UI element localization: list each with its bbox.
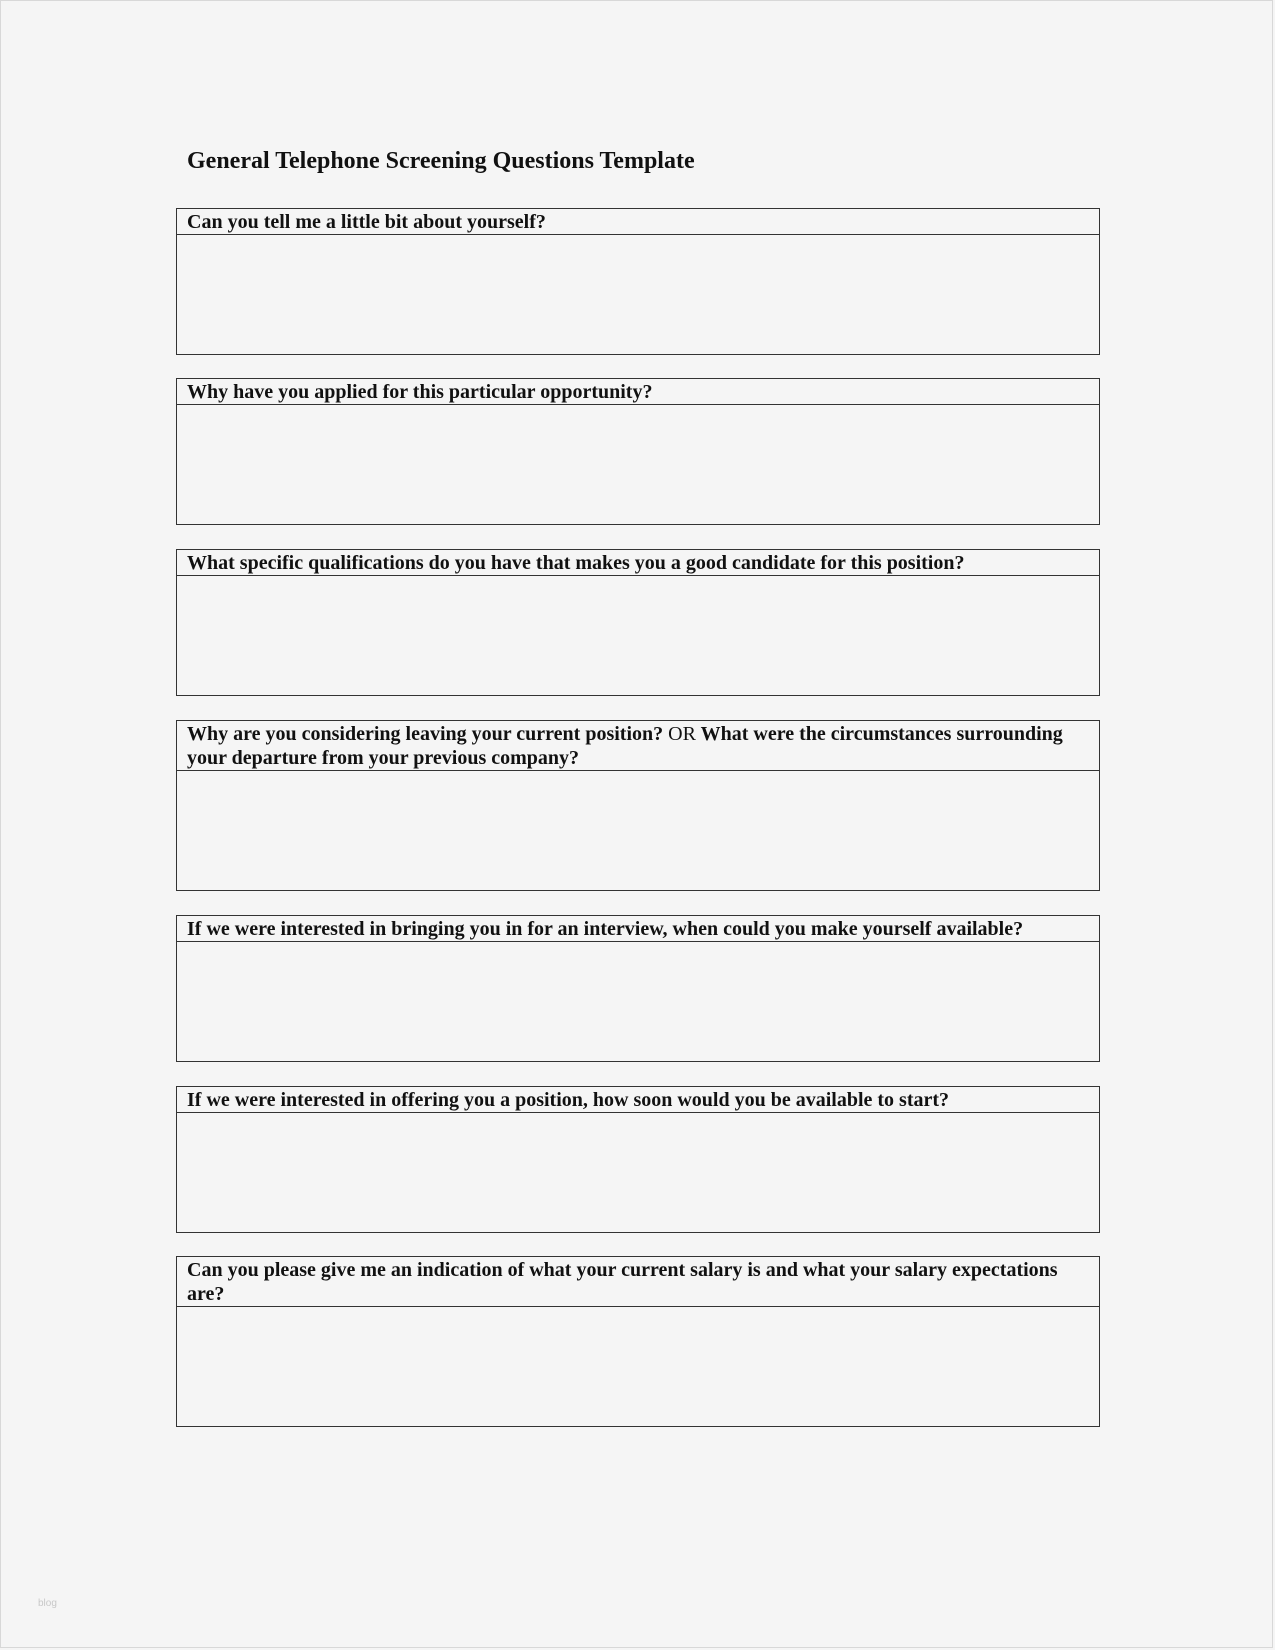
question-label: Can you please give me an indication of what your current salary is and what your salary expectations are?	[177, 1257, 1099, 1307]
question-box-3	[176, 549, 1100, 696]
document-title: General Telephone Screening Questions Template	[187, 148, 695, 174]
answer-area[interactable]	[177, 1307, 1099, 1426]
question-box-4	[176, 720, 1100, 891]
question-box-1	[176, 208, 1100, 355]
question-box-5	[176, 915, 1100, 1062]
answer-area[interactable]	[177, 942, 1099, 1061]
question-box-2	[176, 378, 1100, 525]
or-word: OR	[668, 723, 696, 745]
answer-area[interactable]	[177, 1113, 1099, 1232]
question-label: What specific qualifications do you have that makes you a good candidate for this position?	[177, 550, 1099, 576]
answer-area[interactable]	[177, 771, 1099, 890]
question-text-part-2: What were the circumstances surrounding your departure from your previous company?	[187, 723, 1063, 769]
question-text-part-1: Why are you considering leaving your current position?	[187, 723, 669, 745]
question-label: Why have you applied for this particular opportunity?	[177, 379, 1099, 405]
question-label: Can you tell me a little bit about yourself?	[177, 209, 1099, 235]
question-label	[177, 721, 1099, 771]
answer-area[interactable]	[177, 405, 1099, 524]
question-label: If we were interested in bringing you in for an interview, when could you make yourself available?	[177, 916, 1099, 942]
answer-area[interactable]	[177, 576, 1099, 695]
question-box-7	[176, 1256, 1100, 1427]
question-box-6	[176, 1086, 1100, 1233]
question-label: If we were interested in offering you a position, how soon would you be available to start?	[177, 1087, 1099, 1113]
answer-area[interactable]	[177, 235, 1099, 354]
watermark: blog	[38, 1598, 57, 1609]
